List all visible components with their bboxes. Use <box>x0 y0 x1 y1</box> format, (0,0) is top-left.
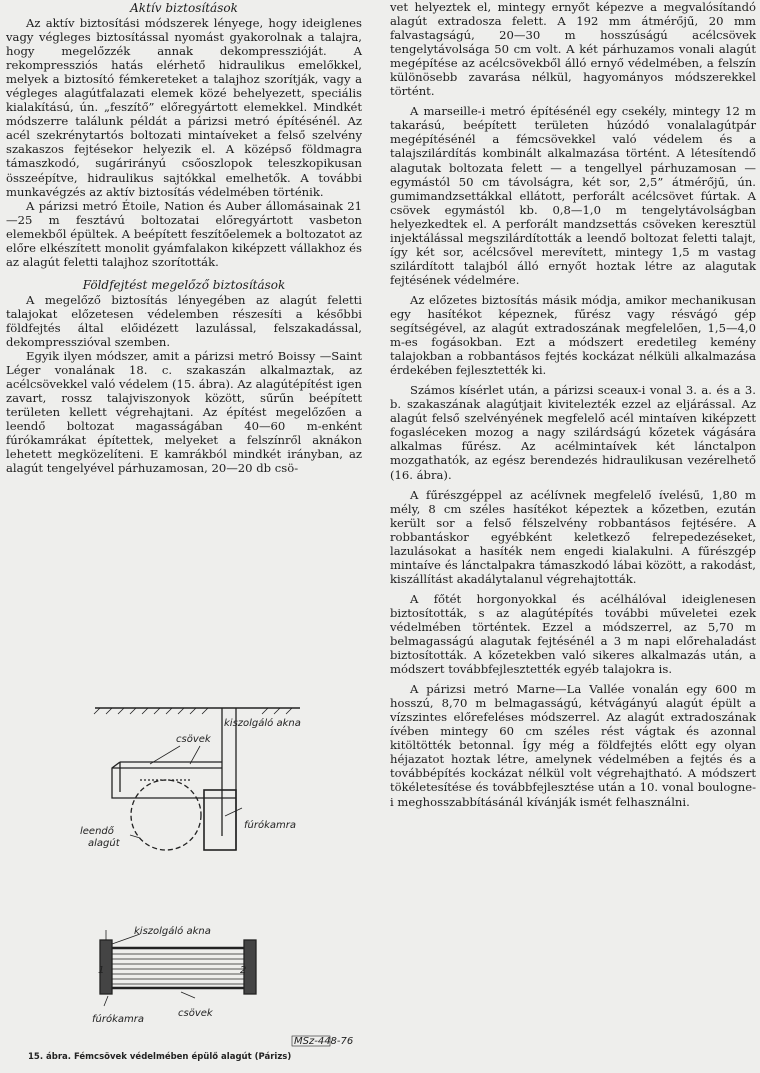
label-service-shaft-top: kiszolgáló akna <box>224 718 301 729</box>
paragraph: A párizsi metró Marne—La Vallée vonalán egy 600 m hosszú, 8,70 m belmagasságú, kétvágányú alagút épült a vízszintes előrefeléses módszerrel. Az alagút extradoszának ívében mintegy 60 cm széles rést vágtak és azonnal kitöltötték betonnal. Így még a földfejtés előtt egy olyan héjazatot hoztak létre, amelynek védelmében a fejtés és a továbbépítés kockázat nélkül volt végrehajtható. A módszert tökéletesítése és továbbfejlesztése után a 10. vonal boulogne-i meghosszabbításánál kívánják ismét felhasználni. <box>390 682 756 809</box>
paragraph: A párizsi metró Étoile, Nation és Auber állomásainak 21—25 m fesztávú boltozatai előregyártott vasbeton elemekből épültek. A beépített feszítőelemek a boltozatot az előre elkészített monolit gyámfalakon kiképzett vállakhoz és az alagút feletti talajhoz szorították. <box>6 198 362 269</box>
label-pipes-top: csövek <box>176 734 211 745</box>
label-pipes-bottom: csövek <box>178 1008 213 1019</box>
paragraph: Az aktív biztosítási módszerek lényege, hogy ideiglenes vagy végleges biztosítással nyomást gyakorolnak a talajra, hogy megelőzzék annak dekompresszióját. A rekompressziós hatás elérhető hidraulikus emelőkkel, melyek a biztosító fémkereteket a talajhoz szorítják, vagy a végleges alagútfalazati elemek közé behelyezett, speciális kialakítású, ún. „feszítő” előregyártott elemekkel. Mindkét módszerre találunk példát a párizsi metró építésénél. Az acél szekrénytartós boltozati mintaíveket a felső szelvény szakaszos fejtésekor helyezik el. A középső földmagra támaszkodó, sugárirányú csőoszlopok teleszkopikusan összeépítve, hidraulikus sajtókkal emelhetők. A további munkavégzés az aktív biztosítás védelmében történik. <box>6 16 362 199</box>
section-heading-preliminary-support: Földfejtést megelőző biztosítások <box>82 277 286 292</box>
right-column <box>390 0 756 809</box>
stamp: MSz-448-76 <box>294 1036 354 1047</box>
left-column <box>6 0 362 475</box>
marker-2: 2 <box>240 965 247 976</box>
paragraph: vet helyeztek el, mintegy ernyőt képezve a megvalósítandó alagút extradosza felett. A 192 mm átmérőjű, 20 mm falvastagságú, 20—30 m hosszúságú acélcsövek tengelytávolsága 50 cm volt. A két párhuzamos vonali alagút megépítése az acélcsövekből álló ernyő védelmében, a felszín különösebb zavarása nélkül, hagyományos módszerekkel történt. <box>390 0 756 99</box>
figure-caption: 15. ábra. Fémcsövek védelmében épülő alagút (Párizs) <box>28 1052 292 1062</box>
label-future-tunnel-line1: leendő <box>80 826 114 837</box>
paragraph: Számos kísérlet után, a párizsi sceaux-i vonal 3. a. és a 3. b. szakaszának alagútjait kivitelezték ezzel az eljárással. Az alagút felső szelvényének megfelelő acél mintaíven kiképzett fogasléceken mozog a nagy szilárdságú kőzetek vágására alkalmas fűrész. Az acélmintaívek két lánctalpon mozgathatók, az egész berendezés hidraulikusan vezérelhető (16. ábra). <box>390 383 756 482</box>
paragraph: A megelőző biztosítás lényegében az alagút feletti talajokat előzetesen védelemben részesíti a későbbi földfejtés által előidézett lazulással, felszakadással, dekompresszióval szemben. <box>6 292 362 349</box>
paragraph: A főtét horgonyokkal és acélhálóval ideiglenesen biztosították, s az alagútépítés további műveletei ezek védelmében történtek. Ezzel a módszerrel, az 5,70 m belmagasságú alagutak fejtésénél a 3 m napi előrehaladást biztosították. A kőzetekben való sikeres alkalmazás után, a módszert továbbfejlesztették egyéb talajokra is. <box>390 591 756 677</box>
figure-drawing <box>0 698 380 1050</box>
figure-15 <box>0 698 380 1070</box>
marker-1: 1 <box>98 965 105 976</box>
paragraph: Az előzetes biztosítás másik módja, amikor mechanikusan egy hasítékot képeznek, fűrész vagy résvágó gép segítségével, az alagút extradoszának megfelelően, 1,5—4,0 m-es fogásokban. Ezt a módszert eredetileg kemény talajokban a robbantásos fejtés kockázat nélküli alkalmazása érdekében fejlesztették ki. <box>390 292 756 378</box>
label-future-tunnel <box>80 825 121 849</box>
label-future-tunnel-line2: alagút <box>88 838 120 849</box>
label-service-shaft-bottom: kiszolgáló akna <box>134 926 211 937</box>
label-drill-chamber-top: fúrókamra <box>244 820 296 831</box>
section-heading-active-support: Aktív biztosítások <box>130 1 238 15</box>
paragraph: A marseille-i metró építésénél egy csekély, mintegy 12 m takarású, beépített területen húzódó vonalalagútpár megépítésénél a fémcsövekkel való védelem és a talajszilárdítás kombinált alkalmazása történt. A létesítendő alagutak boltozata felett — a tengellyel párhuzamosan — egymástól 50 cm távolságra, két sor, 2,5” átmérőjű, ún. gumimandzsettákkal ellátott, perforált acélcsövet fúrtak. A csövek egymástól kb. 0,8—1,0 m tengelytávolságban helyezkedtek el. A perforált mandzsettás csöveken keresztül injektálással megszilárdították a leendő boltozat feletti talajt, így két sor, acélcsővel merevített, mintegy 1,5 m vastag szilárdított talajból álló ernyőt hoztak létre az alagutak fejtésének védelmére. <box>390 104 756 287</box>
paragraph: Egyik ilyen módszer, amit a párizsi metró Boissy —Saint Léger vonalának 18. c. szakaszán alkalmaztak, az acélcsövekkel való védelem (15. ábra). Az alagútépítést igen zavart, rossz talajviszonyok között, sűrűn beépített területen kellett végrehajtani. Az építést megelőzően a leendő boltozat magasságában 40—60 m-enként fúrókamrákat építettek, melyeket a felszínről aknákon lehetett megközelíteni. E kamrákból mindkét irányban, az alagút tengelyével párhuzamosan, 20—20 db csö- <box>6 349 362 476</box>
label-drill-chamber-bottom: fúrókamra <box>92 1014 144 1025</box>
paragraph: A fűrészgéppel az acélívnek megfelelő ívelésű, 1,80 m mély, 8 cm széles hasítékot képeztek a kőzetben, ezután került sor a felső félszelvény robbantásos fejtésére. A robbantáskor egyébként keletkező felrepedezéseket, lazulásokat a hasíték nem engedi kialakulni. A fűrészgép mintaíve és lánctalpakra támaszkodó lábai között, a rakodást, kiszállítást akadálytalanul végrehajtották. <box>390 487 756 586</box>
